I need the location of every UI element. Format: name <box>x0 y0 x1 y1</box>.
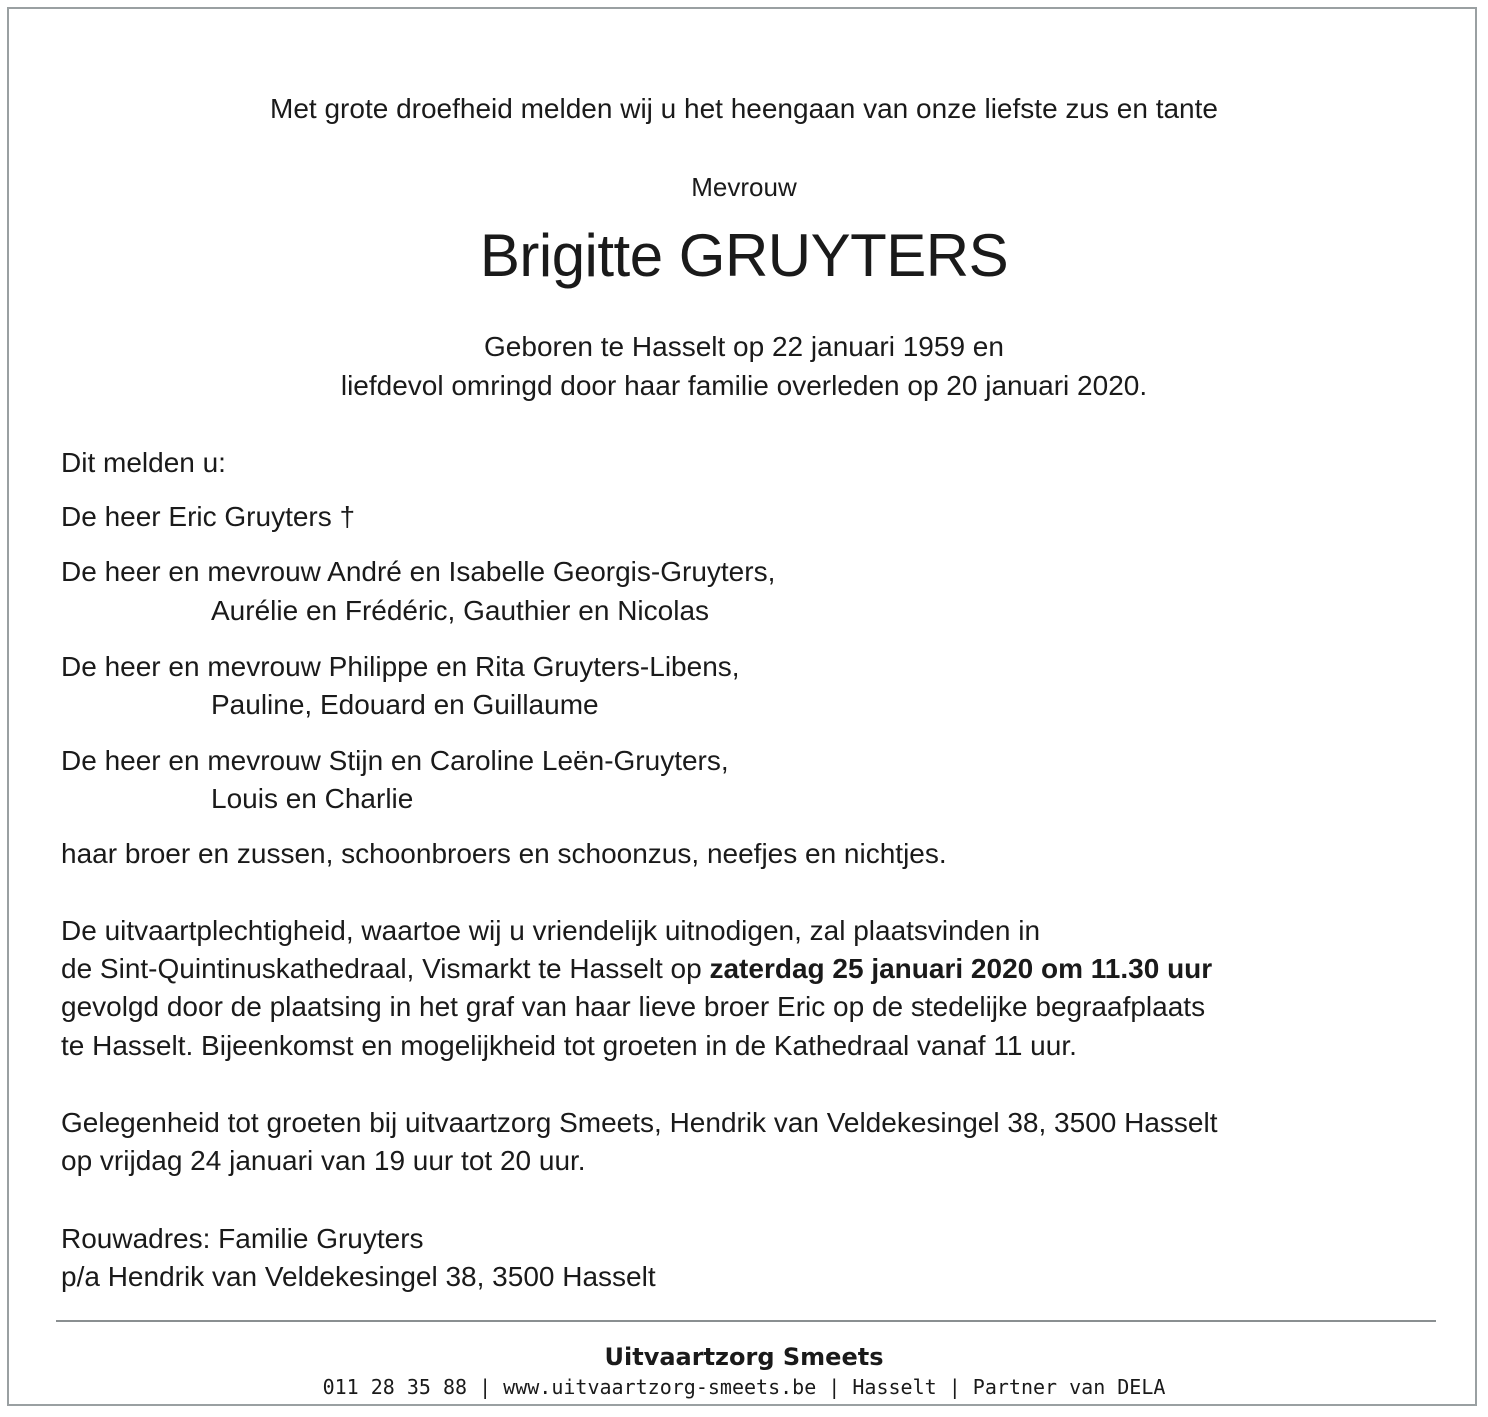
visitation-line-2: op vrijdag 24 januari van 19 uur tot 20 uur. <box>61 1145 586 1176</box>
announcer-4: De heer en mevrouw Stijn en Caroline Leën-Gruyters, <box>61 745 729 776</box>
funeral-line-4: te Hasselt. Bijeenkomst en mogelijkheid tot groeten in de Kathedraal vanaf 11 uur. <box>61 1030 1077 1061</box>
funeral-line-1: De uitvaartplechtigheid, waartoe wij u vriendelijk uitnodigen, zal plaatsvinden in <box>61 915 1041 946</box>
salutation: Mevrouw <box>691 172 797 202</box>
funeral-line-2 <box>61 952 1212 986</box>
announcer-4-children: Louis en Charlie <box>211 783 414 814</box>
footer-info: 011 28 35 88 | www.uitvaartzorg-smeets.be | Hasselt | Partner van DELA <box>322 1375 1166 1399</box>
death-line: liefdevol omringd door haar familie overleden op 20 januari 2020. <box>340 370 1148 401</box>
announcer-3: De heer en mevrouw Philippe en Rita Gruyters-Libens, <box>61 651 740 682</box>
announcer-2-children: Aurélie en Frédéric, Gauthier en Nicolas <box>211 595 710 626</box>
relation-line: haar broer en zussen, schoonbroers en schoonzus, neefjes en nichtjes. <box>61 838 947 869</box>
funeral-location: de Sint-Quintinuskathedraal, Vismarkt te Hasselt op <box>61 953 710 984</box>
deceased-name: Brigitte GRUYTERS <box>479 222 1009 289</box>
birth-line: Geboren te Hasselt op 22 januari 1959 en <box>484 331 1004 362</box>
footer-divider <box>56 1320 1436 1322</box>
funeral-line-3: gevolgd door de plaatsing in het graf van haar lieve broer Eric op de stedelijke begraafplaats <box>61 991 1206 1022</box>
announcer-3-children: Pauline, Edouard en Guillaume <box>211 689 599 720</box>
announcer-2: De heer en mevrouw André en Isabelle Georgis-Gruyters, <box>61 556 776 587</box>
footer-company: Uitvaartzorg Smeets <box>604 1343 884 1371</box>
funeral-datetime: zaterdag 25 januari 2020 om 11.30 uur <box>709 953 1213 984</box>
announcer-1: De heer Eric Gruyters † <box>61 501 356 532</box>
visitation-line-1: Gelegenheid tot groeten bij uitvaartzorg Smeets, Hendrik van Veldekesingel 38, 3500 Hasselt <box>61 1107 1218 1138</box>
intro-text: Met grote droefheid melden wij u het heengaan van onze liefste zus en tante <box>270 93 1218 124</box>
mourning-address-line-1: Rouwadres: Familie Gruyters <box>61 1223 424 1254</box>
mourning-address-line-2: p/a Hendrik van Veldekesingel 38, 3500 Hasselt <box>61 1261 656 1292</box>
announcers-heading: Dit melden u: <box>61 447 226 478</box>
